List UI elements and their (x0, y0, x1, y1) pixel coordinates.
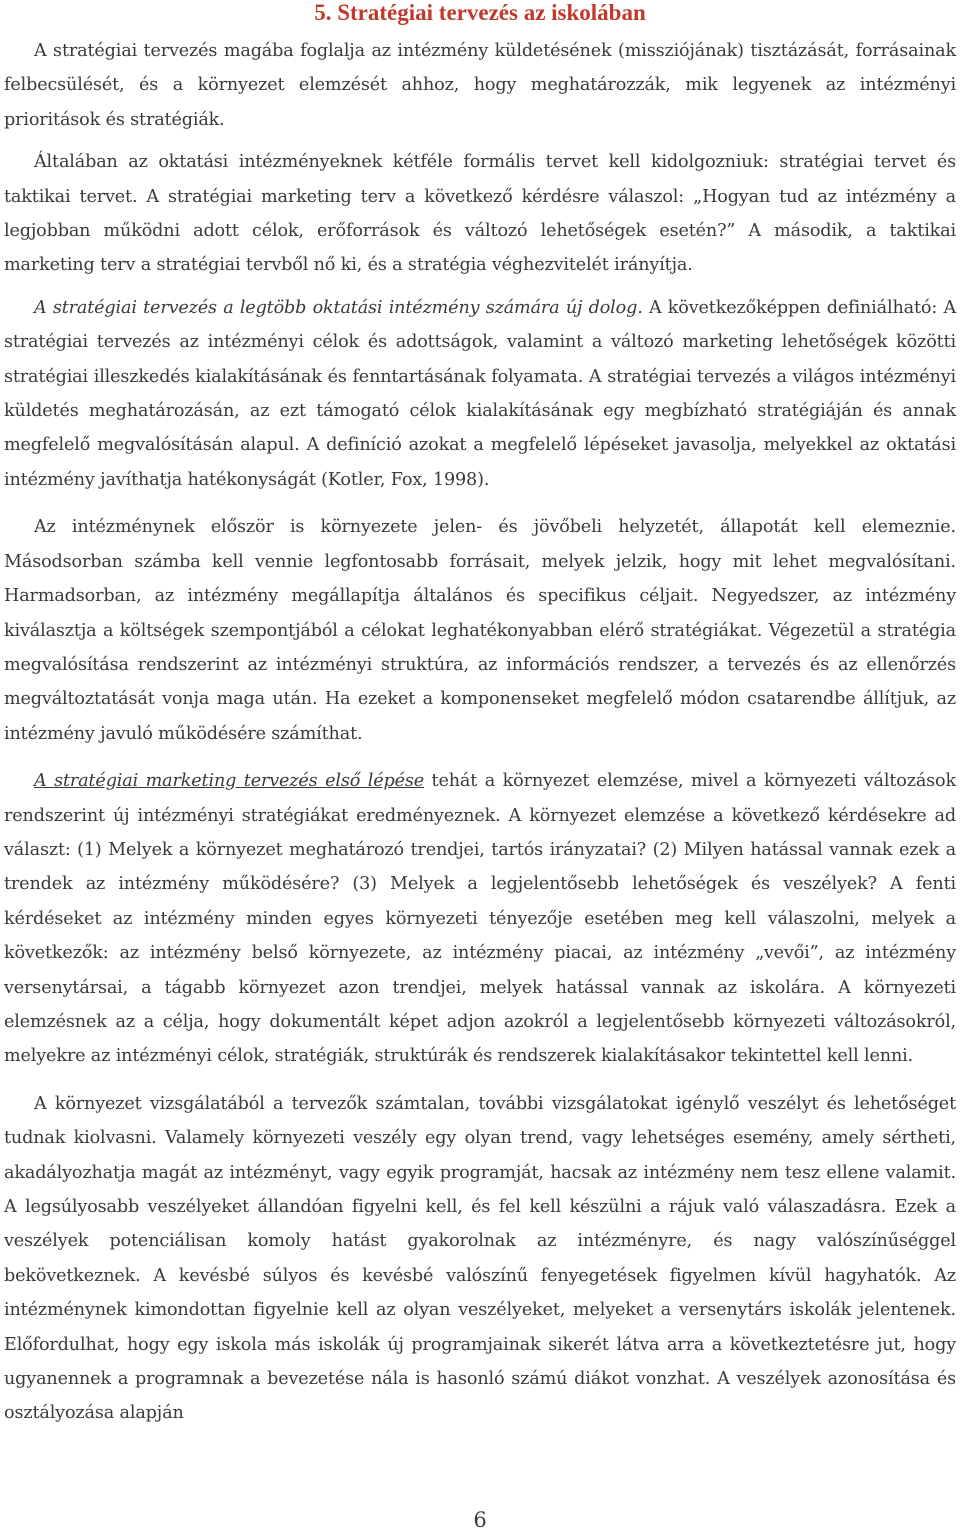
paragraph-1: A stratégiai tervezés magába foglalja az intézmény küldetésének (missziójának) tisztázását, forrásainak felbecsülését, és a környezet elemzését ahhoz, hogy meghatározzák, mik legyenek az intézményi prioritások és stratégiák. (4, 41, 956, 130)
paragraph-5-body: tehát a környezet elemzése, mivel a környezeti változások rendszerint új intézményi stratégiákat eredményeznek. A környezet elemzése a következő kérdésekre ad választ: (1) Melyek a környezet meghatározó trendjei, tartós irányzatai? (2) Milyen hatással vannak ezek a trendek az intézmény működésére? (3) Melyek a legjelentősebb lehetőségek és veszélyek? A fenti kérdéseket az intézmény minden egyes környezeti tényezője esetében meg kell válaszolni, melyek a következők: az intézmény belső környezete, az intézmény piacai, az intézmény „vevői”, az intézmény versenytársai, a tágabb környezet azon trendjei, melyek hatással vannak az iskolára. A környezeti elemzésnek az a célja, hogy dokumentált képet adjon azokról a legjelentősebb környezeti változásokról, melyekre az intézményi célok, stratégiák, struktúrák és rendszerek kialakításakor tekintettel kell lenni. (4, 771, 956, 1067)
paragraph-3-italic-lead: A stratégiai tervezés a legtöbb oktatási intézmény számára új dolog. (34, 297, 643, 318)
paragraph-5 (4, 764, 956, 1074)
paragraph-5-italic-lead: A stratégiai marketing tervezés első lépése (34, 771, 424, 792)
paragraph-2: Általában az oktatási intézményeknek kétféle formális tervet kell kidolgozniuk: stratégiai tervet és taktikai tervet. A stratégiai marketing terv a következő kérdésre válaszol: „Hogyan tud az intézmény a legjobban működni adott célok, erőforrások és változó lehetőségek esetén?” A második, a taktikai marketing terv a stratégiai tervből nő ki, és a stratégia véghezvitelét irányítja. (4, 152, 956, 276)
page-number: 6 (473, 1508, 487, 1532)
paragraph-3-body: A következőképpen definiálható: A stratégiai tervezés az intézményi célok és adottságok, valamint a változó marketing lehetőségek közötti stratégiai illeszkedés kialakításának és fenntartásának folyamata. A stratégiai tervezés a világos intézményi küldetés meghatározásán, az ezt támogató célok kialakításának egy megbízható stratégiáján és annak megfelelő megvalósításán alapul. A definíció azokat a megfelelő lépéseket javasolja, melyekkel az oktatási intézmény javíthatja hatékonyságát (Kotler, Fox, 1998). (4, 297, 956, 490)
section-heading: 5. Stratégiai tervezés az iskolában (314, 0, 646, 25)
paragraph-3 (4, 291, 956, 497)
paragraph-4: Az intézménynek először is környezete jelen- és jövőbeli helyzetét, állapotát kell elemeznie. Másodsorban számba kell vennie legfontosabb forrásait, melyek jelzik, hogy mit lehet megvalósítani. Harmadsorban, az intézmény megállapítja általános és specifikus céljait. Negyedszer, az intézmény kiválasztja a költségek szempontjából a célokat leghatékonyabban elérő stratégiákat. Végezetül a stratégia megvalósítása rendszerint az intézményi struktúra, az információs rendszer, a tervezés és az ellenőrzés megváltoztatását vonja maga után. Ha ezeket a komponenseket megfelelő módon csatarendbe állítjuk, az intézmény javuló működésére számíthat. (4, 517, 956, 744)
paragraph-6: A környezet vizsgálatából a tervezők számtalan, további vizsgálatokat igénylő veszélyt és lehetőséget tudnak kiolvasni. Valamely környezeti veszély egy olyan trend, vagy lehetséges esemény, amely sértheti, akadályozhatja magát az intézményt, vagy egyik programját, hacsak az intézmény nem tesz ellene valamit. A legsúlyosabb veszélyeket állandóan figyelni kell, és fel kell készülni a rájuk való válaszadásra. Ezek a veszélyek potenciálisan komoly hatást gyakorolnak az intézményre, és nagy valószínűséggel bekövetkeznek. A kevésbé súlyos és kevésbé valószínű fenyegetések figyelmen kívül hagyhatók. Az intézménynek kimondottan figyelnie kell az olyan veszélyeket, melyeket a versenytárs iskolák jelentenek. Előfordulhat, hogy egy iskola más iskolák új programjainak sikerét látva arra a következtetésre jut, hogy ugyanennek a programnak a bevezetése nála is hasonló számú diákot vonzhat. A veszélyek azonosítása és osztályozása alapján (4, 1093, 956, 1424)
